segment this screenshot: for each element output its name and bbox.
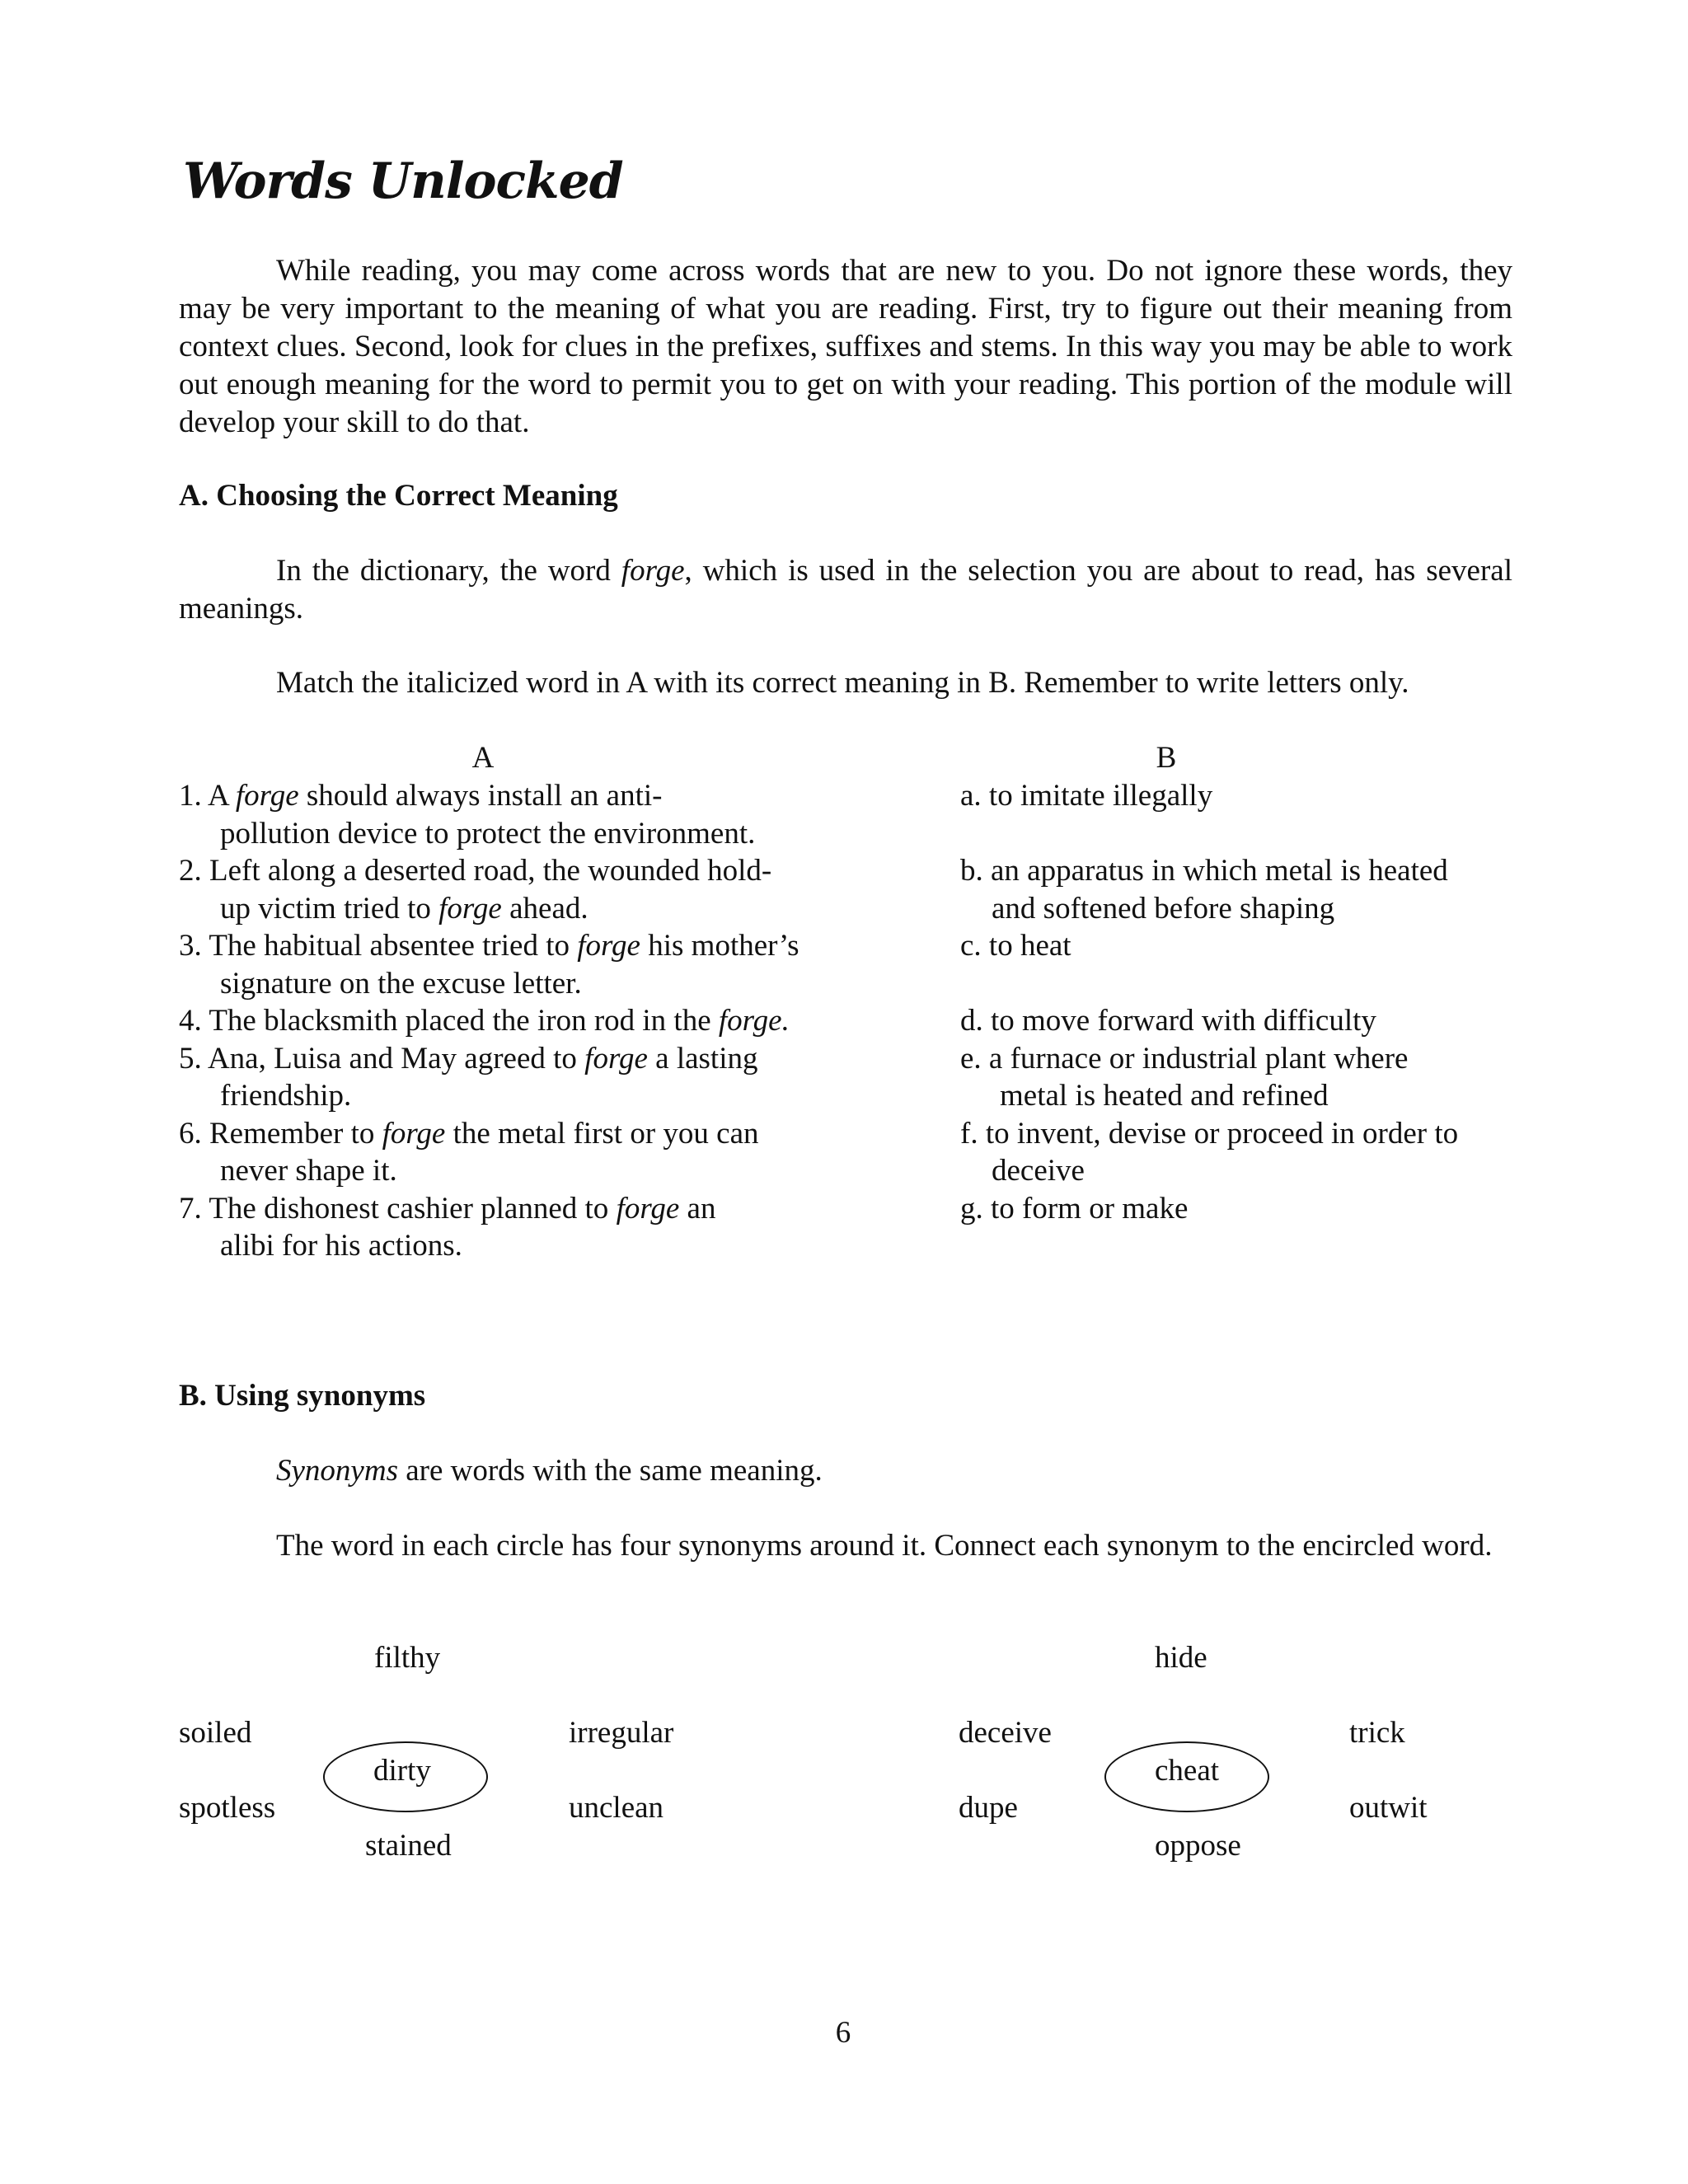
synonym-option[interactable]: unclean [569,1791,664,1825]
list-item: 6. Remember to forge the metal first or you can [179,1117,759,1151]
list-item: a. to imitate illegally [960,779,1213,813]
list-item-continuation: deceive [992,1154,1085,1188]
intro-paragraph: While reading, you may come across words that are new to you. Do not ignore these words, they may be very important to the meaning of what you are reading. First, try to figure out their meaning from context clues. Second, look for clues in the prefixes, suffixes and stems. In this way you may be able to work out enough meaning for the word to permit you to get on with your reading. This portion of the module will develop your skill to do that. [179,254,1512,439]
column-b-label: B [1156,741,1177,775]
section-a-heading: A. Choosing the Correct Meaning [179,479,618,513]
list-item: 5. Ana, Luisa and May agreed to forge a lasting [179,1042,758,1076]
list-item-continuation: up victim tried to forge ahead. [220,892,588,926]
list-item: d. to move forward with difficulty [960,1004,1376,1038]
synonym-option[interactable]: oppose [1155,1829,1241,1863]
synonym-definition: Synonyms are words with the same meaning. [276,1454,823,1488]
list-item-continuation: friendship. [220,1079,352,1113]
synonym-option[interactable]: irregular [569,1716,674,1750]
list-item-continuation: signature on the excuse letter. [220,967,582,1001]
encircled-word: dirty [373,1754,431,1788]
list-item-continuation: metal is heated and refined [1000,1079,1329,1113]
column-a-label: A [471,741,495,775]
section-b-heading: B. Using synonyms [179,1379,426,1413]
section-b-instruction: The word in each circle has four synonyms around it. Connect each synonym to the encircled word. [276,1529,1493,1563]
synonym-option[interactable]: deceive [959,1716,1052,1750]
list-item: 3. The habitual absentee tried to forge his mother’s [179,929,799,963]
list-item: b. an apparatus in which metal is heated [960,854,1448,888]
synonym-option[interactable]: stained [365,1829,452,1863]
list-item-continuation: and softened before shaping [992,892,1335,926]
encircled-word: cheat [1155,1754,1220,1788]
list-item: c. to heat [960,929,1071,963]
synonym-option[interactable]: dupe [959,1791,1018,1825]
list-item: 4. The blacksmith placed the iron rod in the forge. [179,1004,790,1038]
synonym-option[interactable]: trick [1349,1716,1405,1750]
section-a-paragraph: In the dictionary, the word forge, which is used in the selection you are about to read, has several meanings. [179,554,1512,626]
list-item: 1. A forge should always install an anti- [179,779,663,813]
synonym-option[interactable]: hide [1155,1641,1207,1675]
list-item-continuation: never shape it. [220,1154,397,1188]
list-item-continuation: alibi for his actions. [220,1229,462,1263]
synonym-option[interactable]: outwit [1349,1791,1428,1825]
list-item: f. to invent, devise or proceed in order to [960,1117,1459,1151]
list-item: e. a furnace or industrial plant where [960,1042,1409,1076]
list-item: 2. Left along a deserted road, the wounded hold- [179,854,772,888]
section-a-instruction: Match the italicized word in A with its correct meaning in B. Remember to write letters only. [276,666,1409,700]
synonym-option[interactable]: filthy [374,1641,441,1675]
list-item: 7. The dishonest cashier planned to forge an [179,1192,716,1226]
page-title: Words Unlocked [183,152,623,210]
synonym-option[interactable]: soiled [179,1716,252,1750]
list-item-continuation: pollution device to protect the environment. [220,817,756,851]
list-item: g. to form or make [960,1192,1189,1226]
page-number: 6 [835,2016,851,2050]
synonym-option[interactable]: spotless [179,1791,276,1825]
